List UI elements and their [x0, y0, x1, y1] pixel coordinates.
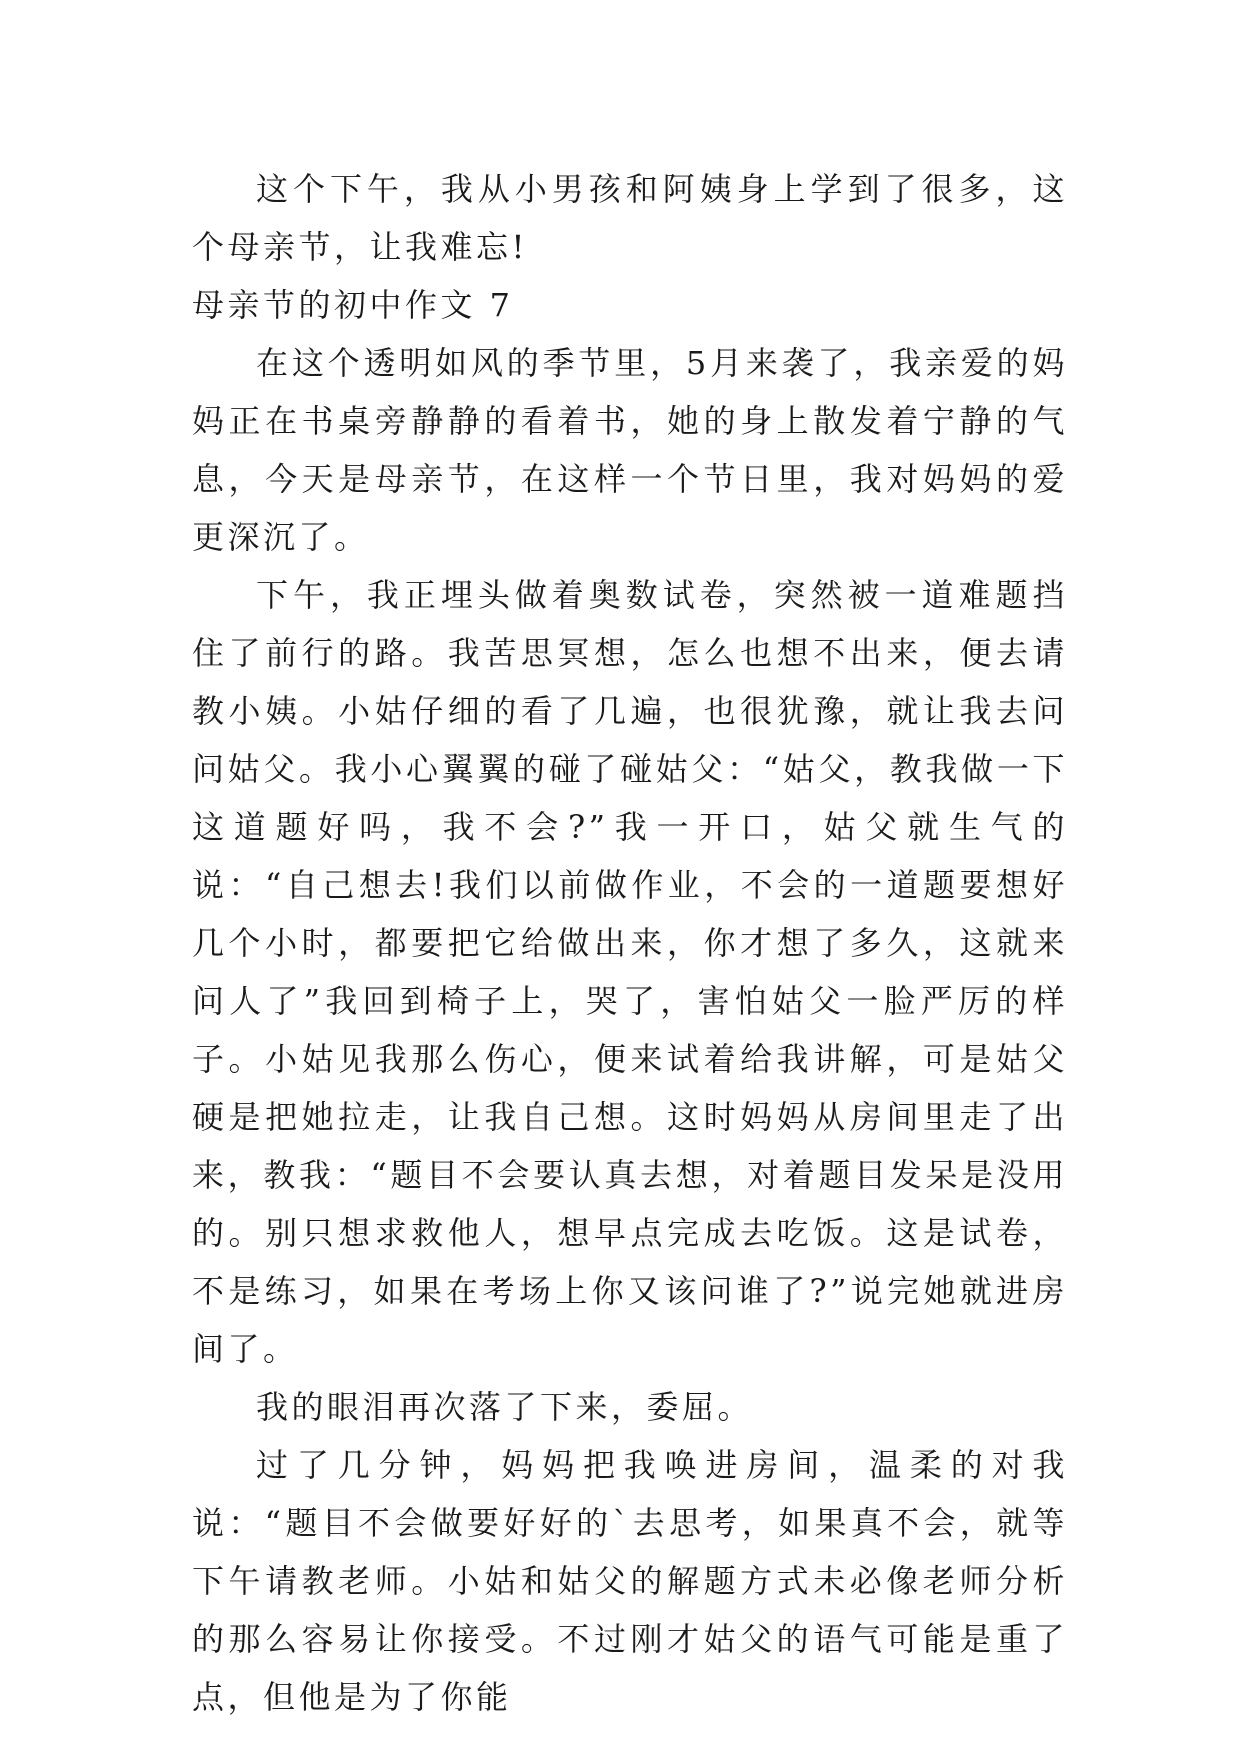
paragraph-opening: 在这个透明如风的季节里，5月来袭了，我亲爱的妈妈正在书桌旁静静的看着书，她的身上散发着宁静的气息，今天是母亲节，在这样一个节日里，我对妈妈的爱更深沉了。 [192, 344, 1068, 556]
paragraph-afternoon: 下午，我正埋头做着奥数试卷，突然被一道难题挡住了前行的路。我苦思冥想，怎么也想不出来，便去请教小姨。小姑仔细的看了几遍，也很犹豫，就让我去问问姑父。我小心翼翼的碰了碰姑父：“姑父，教我做一下这道题好吗，我不会?”我一开口，姑父就生气的说：“自己想去!我们以前做作业，不会的一道题要想好几个小时，都要把它给做出来，你才想了多久，这就来问人了”我回到椅子上，哭了，害怕姑父一脸严厉的样子。小姑见我那么伤心，便来试着给我讲解，可是姑父硬是把她拉走，让我自己想。这时妈妈从房间里走了出来，教我：“题目不会要认真去想，对着题目发呆是没用的。别只想求救他人，想早点完成去吃饭。这是试卷，不是练习，如果在考场上你又该问谁了?”说完她就进房间了。 [192, 576, 1068, 1368]
document-body [192, 160, 1068, 1726]
paragraph-tears: 我的眼泪再次落了下来，委屈。 [256, 1388, 754, 1426]
paragraph-mother-talk: 过了几分钟，妈妈把我唤进房间，温柔的对我说：“题目不会做要好好的`去思考，如果真不会，就等下午请教老师。小姑和姑父的解题方式未必像老师分析的那么容易让你接受。不过刚才姑父的语气可能是重了点，但他是为了你能 [192, 1446, 1068, 1716]
paragraph-closing-previous: 这个下午，我从小男孩和阿姨身上学到了很多，这个母亲节，让我难忘! [192, 170, 1068, 266]
essay-heading: 母亲节的初中作文 7 [192, 286, 514, 324]
